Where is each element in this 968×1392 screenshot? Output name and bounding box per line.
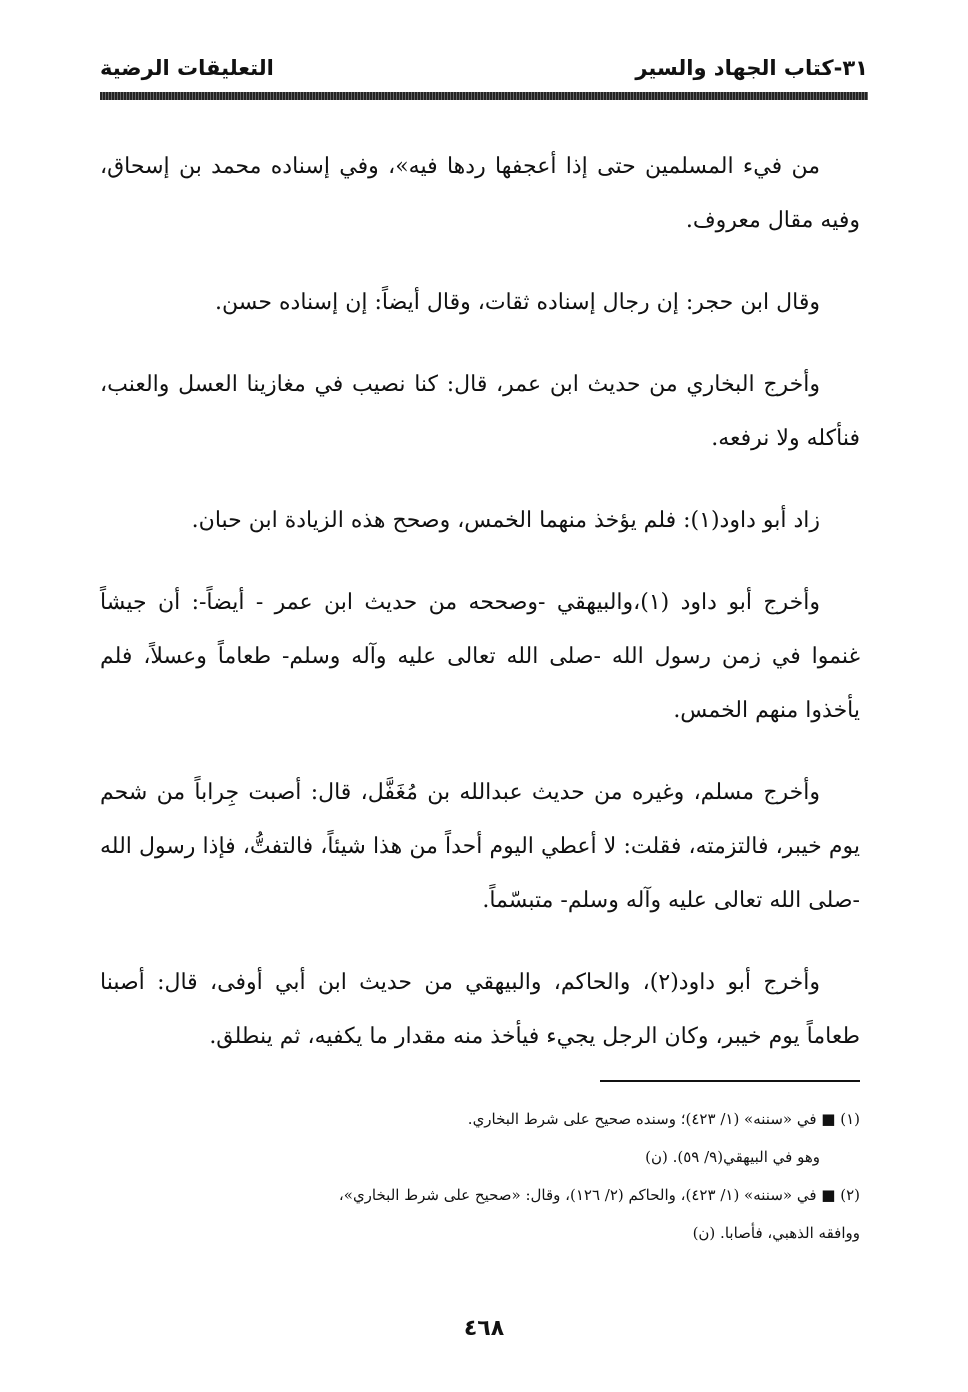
footnote-separator [600, 1080, 860, 1082]
paragraph: وأخرج أبو داود(٢)، والحاكم، والبيهقي من حديث ابن أبي أوفى، قال: أصبنا طعاماً يوم خيبر، وكان الرجل يجيء فيأخذ منه مقدار ما يكفيه، ثم ينطلق. [100, 970, 860, 1049]
chapter-title: ٣١-كتاب الجهاد والسير [635, 56, 868, 80]
book-title: التعليقات الرضية [100, 56, 274, 80]
running-header [100, 56, 868, 90]
paragraph: وأخرج البخاري من حديث ابن عمر، قال: كنا نصيب في مغازينا العسل والعنب، فنأكله ولا نرفعه. [100, 372, 860, 451]
footnotes [100, 1100, 860, 1252]
paragraph: وقال ابن حجر: إن رجال إسناده ثقات، وقال أيضاً: إن إسناده حسن. [215, 290, 820, 315]
paragraph: وأخرج أبو داود (١)،والبيهقي -وصححه من حديث ابن عمر - أيضاً-: أن جيشاً غنموا في زمن رسول الله -صلى الله تعالى عليه وآله وسلم- طعاماً وعسلاً، فلم يأخذوا منهم الخمس. [100, 590, 860, 723]
footnote-line: ووافقه الذهبي، فأصابا. (ن) [692, 1224, 860, 1242]
header-rule [100, 92, 868, 100]
page-number: ٤٦٨ [463, 1316, 505, 1341]
paragraph: زاد أبو داود(١): فلم يؤخذ منهما الخمس، وصحح هذه الزيادة ابن حبان. [191, 508, 820, 533]
paragraph: من فيء المسلمين حتى إذا أعجفها ردها فيه»، وفي إسناده محمد بن إسحاق، وفيه مقال معروف. [100, 154, 860, 233]
footnote-line: (٢) ■ في «سننه» (١/ ٤٢٣)، والحاكم (٢/ ١٢٦)، وقال: «صحيح على شرط البخاري»، [338, 1186, 860, 1204]
footnote-line: وهو في البيهقي(٩/ ٥٩). (ن) [645, 1148, 820, 1166]
main-text [100, 140, 860, 1092]
footnote-line: (١) ■ في «سننه» (١/ ٤٢٣)؛ وسنده صحيح على شرط البخاري. [467, 1110, 860, 1128]
paragraph: وأخرج مسلم، وغيره من حديث عبدالله بن مُغَفَّل، قال: أصبت جِراباً من شحم يوم خيبر، فالتزمته، فقلت: لا أعطي اليوم أحداً من هذا شيئاً، فالتفتُّ، فإذا رسول الله -صلى الله تعالى عليه وآله وسلم- متبسّماً. [100, 780, 860, 913]
